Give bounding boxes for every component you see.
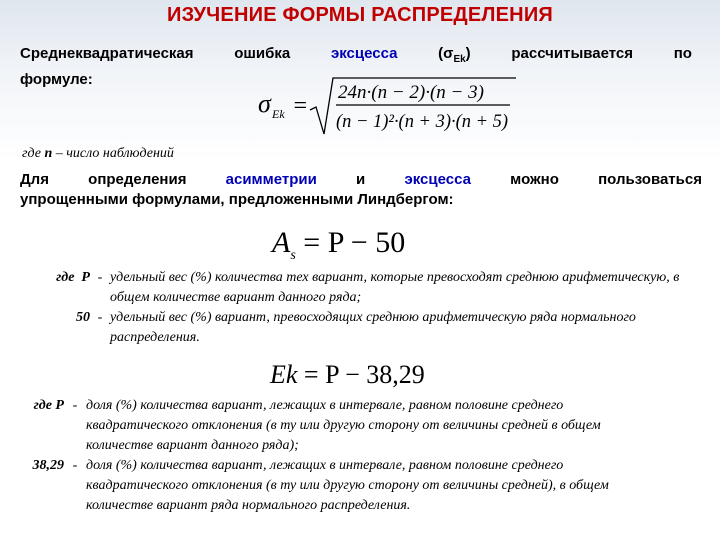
definitions-kurtosis	[20, 396, 660, 516]
p2-word-and: и	[356, 171, 366, 188]
note-n-definition	[22, 146, 174, 162]
definition-dash: -	[72, 458, 78, 473]
definition-key: где P	[33, 398, 64, 413]
definition-key: 38,29	[32, 458, 64, 473]
sigma-notation	[438, 44, 471, 70]
definition-text: удельный вес (%) количества тех вариант, которые превосходят среднюю арифметическую, в общем количестве вариант данного ряда;	[110, 270, 680, 305]
note-var: n	[44, 146, 53, 161]
formula-kurtosis	[270, 360, 460, 394]
note-rest: – число наблюдений	[52, 146, 174, 161]
definition-row	[20, 456, 660, 516]
slide-title: ИЗУЧЕНИЕ ФОРМЫ РАСПРЕДЕЛЕНИЯ	[167, 4, 553, 26]
word-calculated: рассчитывается	[511, 45, 634, 62]
formula-std-error-kurtosis	[258, 76, 518, 138]
formula1-lhs: σ	[258, 89, 271, 118]
p2-word-asymmetry: асимметрии	[225, 171, 317, 188]
paragraph-line-1	[20, 44, 692, 70]
note-prefix: где	[22, 146, 45, 161]
definition-row	[20, 268, 700, 308]
word-2: ошибка	[234, 45, 291, 62]
formula2-lhs: A	[272, 226, 291, 259]
formula1-numerator: 24n·(n − 2)·(n − 3)	[338, 82, 484, 103]
definition-dash: -	[72, 398, 78, 413]
word-by: по	[673, 45, 692, 62]
formula3-lhs: Ek	[270, 360, 298, 389]
p2-word-1: Для	[20, 171, 49, 188]
paragraph-line-2: формуле:	[20, 71, 93, 88]
sigma-open: (σ	[438, 45, 454, 62]
paragraph-lindberg	[20, 170, 702, 210]
p2-word-2: определения	[88, 171, 187, 188]
p2-word-kurtosis: эксцесса	[404, 171, 471, 188]
sigma-sub: Ek	[453, 54, 466, 65]
formula2-lhs-sub: s	[290, 248, 296, 263]
word-1: Среднеквадратическая	[20, 45, 194, 62]
paragraph2-line-2: упрощенными формулами, предложенными Линдбергом:	[20, 191, 454, 208]
word-kurtosis: эксцесса	[330, 45, 398, 62]
definition-text: удельный вес (%) вариант, превосходящих среднюю арифметическую ряда нормального распределения.	[110, 310, 636, 345]
p2-word-can: можно	[510, 171, 559, 188]
definition-text: доля (%) количества вариант, лежащих в интервале, равном половине среднего квадратического отклонения (в ту или другую сторону от величины средней), в общем количестве вариант ряда нормального распределения.	[86, 458, 609, 513]
definition-key: 50	[76, 310, 90, 325]
definition-text: доля (%) количества вариант, лежащих в интервале, равном половине среднего квадратического отклонения (в ту или другую сторону от величины средней в общем количестве вариант данного ряда);	[86, 398, 601, 453]
formula1-denominator: (n − 1)²·(n + 3)·(n + 5)	[336, 111, 508, 132]
definitions-asymmetry	[20, 268, 700, 348]
definition-dash: -	[97, 270, 103, 285]
formula3-rhs: = P − 38,29	[303, 360, 425, 389]
formula1-lhs-sub: Ek	[272, 107, 285, 121]
formula2-rhs: = P − 50	[303, 226, 406, 259]
definition-row	[20, 308, 700, 348]
paragraph2-line-1	[20, 170, 702, 190]
formula1-eq: =	[292, 93, 309, 119]
sigma-close: )	[465, 45, 471, 62]
p2-word-use: пользоваться	[598, 171, 702, 188]
formula-asymmetry	[272, 226, 462, 262]
definition-key: где P	[56, 270, 90, 285]
formula-std-error-svg	[258, 76, 518, 138]
definition-row	[20, 396, 660, 456]
definition-dash: -	[97, 310, 103, 325]
